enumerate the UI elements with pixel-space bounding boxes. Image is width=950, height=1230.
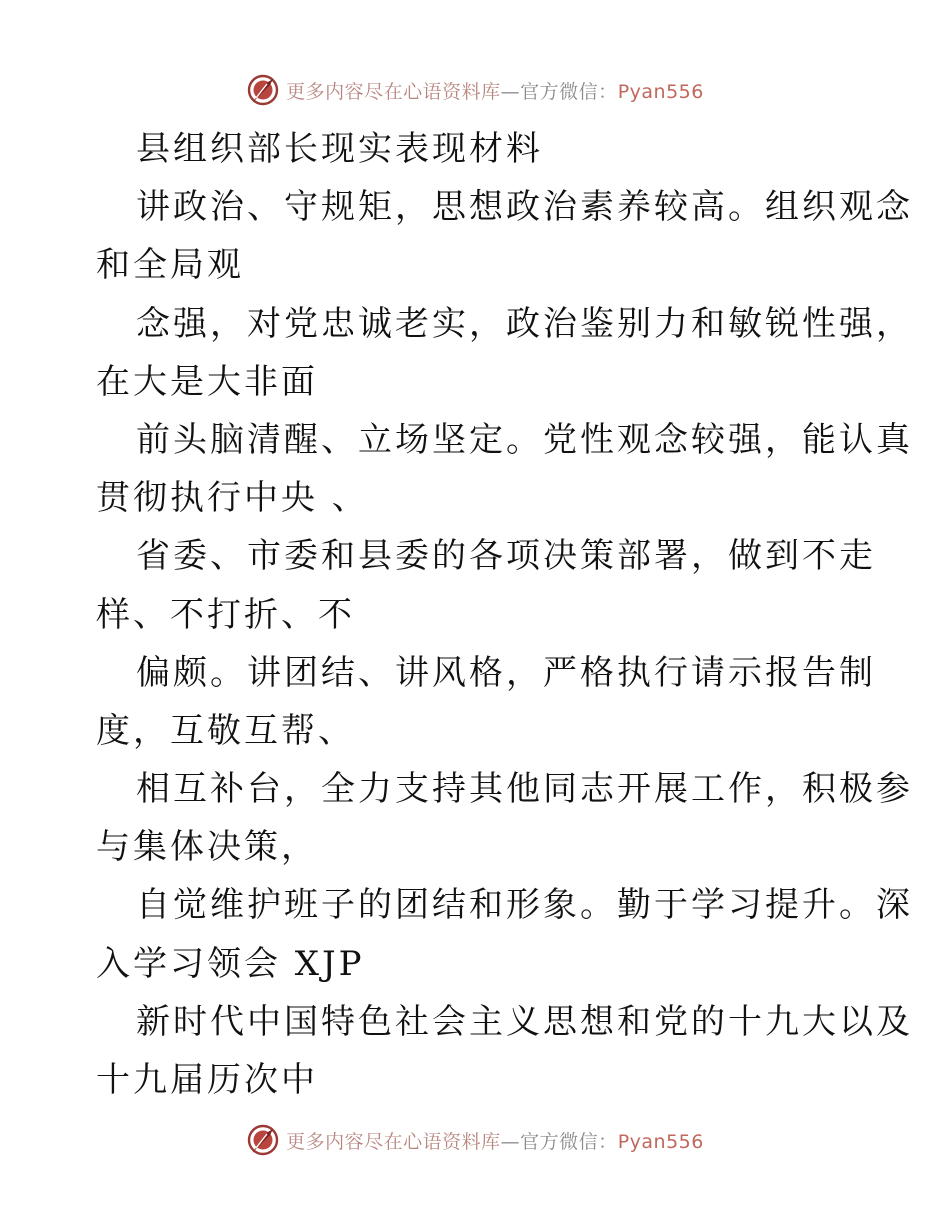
- watermark-site-text: 更多内容尽在心语资料库: [286, 1130, 501, 1153]
- watermark-label: 官方微信：: [520, 1130, 618, 1153]
- watermark-brand: [246, 1123, 704, 1157]
- page-footer-watermark: [0, 1118, 950, 1162]
- watermark-wechat-id: Pyan556: [617, 80, 704, 103]
- paragraph-line: 偏颇。讲团结、讲风格，严格执行请示报告制: [136, 652, 876, 693]
- paragraph-line: 前头脑清醒、立场坚定。党性观念较强，能认真: [136, 419, 913, 460]
- paragraph-line: 省委、市委和县委的各项决策部署，做到不走: [136, 536, 876, 577]
- watermark-site-text: 更多内容尽在心语资料库: [286, 80, 501, 103]
- watermark-brand: [246, 73, 704, 107]
- paragraph-line: 新时代中国特色社会主义思想和党的十九大以及: [136, 1001, 913, 1042]
- quill-logo-icon: [246, 73, 280, 107]
- paragraph-line: 相互补台，全力支持其他同志开展工作，积极参: [136, 769, 913, 810]
- paragraph-line: 自觉维护班子的团结和形象。勤于学习提升。深: [136, 885, 913, 926]
- paragraph-line: 与集体决策，: [96, 827, 318, 868]
- paragraph-line: 入学习领会 XJP: [96, 943, 365, 984]
- document-body: [96, 120, 913, 1109]
- paragraph-line: 度，互敬互帮、: [96, 710, 355, 751]
- watermark-separator: —: [500, 80, 521, 103]
- watermark-separator: —: [500, 1130, 521, 1153]
- quill-logo-icon: [246, 1123, 280, 1157]
- paragraph-line: 样、不打折、不: [96, 594, 355, 635]
- watermark-wechat-id: Pyan556: [617, 1130, 704, 1153]
- paragraph-line: 念强，对党忠诚老实，政治鉴别力和敏锐性强，: [136, 303, 913, 344]
- page-header-watermark: [0, 68, 950, 112]
- document-title: 县组织部长现实表现材料: [136, 129, 543, 169]
- paragraph-line: 贯彻执行中央 、: [96, 478, 369, 519]
- paragraph-line: 和全局观: [96, 245, 244, 286]
- watermark-label: 官方微信：: [520, 80, 618, 103]
- paragraph-line: 在大是大非面: [96, 361, 318, 402]
- paragraph-line: 讲政治、守规矩，思想政治素养较高。组织观念: [136, 187, 913, 228]
- paragraph-line: 十九届历次中: [96, 1060, 318, 1100]
